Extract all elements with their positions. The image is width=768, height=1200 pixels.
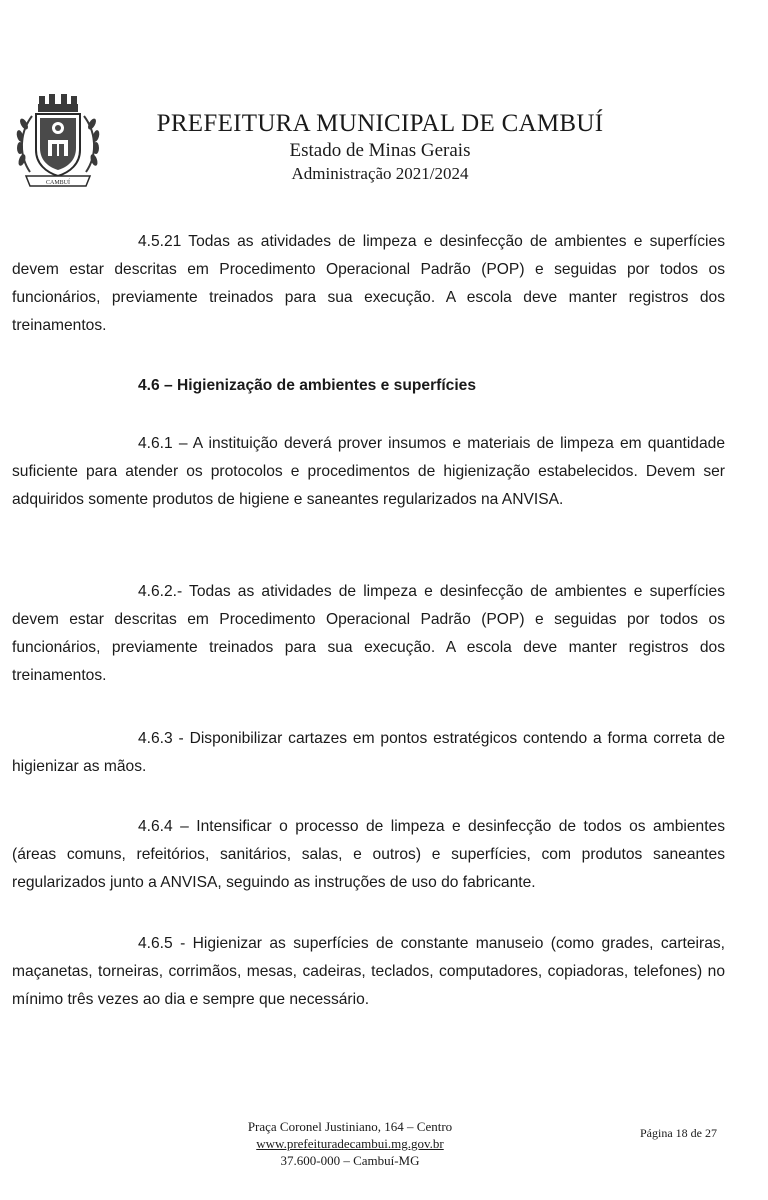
footer-address: Praça Coronel Justiniano, 164 – Centro <box>247 1119 453 1134</box>
state-name: Estado de Minas Gerais <box>289 140 471 161</box>
section-heading-4-6: 4.6 – Higienização de ambientes e superfícies <box>138 377 477 394</box>
paragraph-4-6-3: 4.6.3 - Disponibilizar cartazes em pontos estratégicos contendo a forma correta de higienizar as mãos. <box>12 730 725 775</box>
paragraph-4-6-4: 4.6.4 – Intensificar o processo de limpeza e desinfecção de todos os ambientes (áreas comuns, refeitórios, sanitários, salas, e outros) e superfícies, com produtos saneantes regularizados junto a ANVISA, seguindo as instruções de uso do fabricante. <box>12 818 725 891</box>
coat-of-arms-icon <box>12 92 104 188</box>
paragraph-4-6-1: 4.6.1 – A instituição deverá prover insumos e materiais de limpeza em quantidade suficiente para atender os protocolos e procedimentos de higienização estabelecidos. Devem ser adquiridos somente produtos de higiene e saneantes regularizados na ANVISA. <box>12 435 725 508</box>
footer-website-link[interactable]: www.prefeituradecambui.mg.gov.br <box>256 1136 444 1151</box>
footer-zip-city: 37.600-000 – Cambuí-MG <box>280 1153 420 1168</box>
institution-title: PREFEITURA MUNICIPAL DE CAMBUÍ <box>156 110 604 137</box>
paragraph-4-6-2: 4.6.2.- Todas as atividades de limpeza e desinfecção de ambientes e superfícies devem estar descritas em Procedimento Operacional Padrão (POP) e seguidas por todos os funcionários, previamente treinados para sua execução. A escola deve manter registros dos treinamentos. <box>12 583 725 684</box>
page-number: Página 18 de 27 <box>640 1126 717 1140</box>
paragraph-4-6-5: 4.6.5 - Higienizar as superfícies de constante manuseio (como grades, carteiras, maçanetas, torneiras, corrimãos, mesas, cadeiras, teclados, computadores, copiadoras, telefones) no mínimo três vezes ao dia e sempre que necessário. <box>12 935 725 1008</box>
letterhead <box>110 110 650 184</box>
footer-address-block <box>200 1118 500 1169</box>
administration-term: Administração 2021/2024 <box>291 164 469 183</box>
crest-banner-text: CAMBUÍ <box>45 180 71 186</box>
paragraph-4-5-21: 4.5.21 Todas as atividades de limpeza e desinfecção de ambientes e superfícies devem estar descritas em Procedimento Operacional Padrão (POP) e seguidas por todos os funcionários, previamente treinados para sua execução. A escola deve manter registros dos treinamentos. <box>12 233 725 334</box>
